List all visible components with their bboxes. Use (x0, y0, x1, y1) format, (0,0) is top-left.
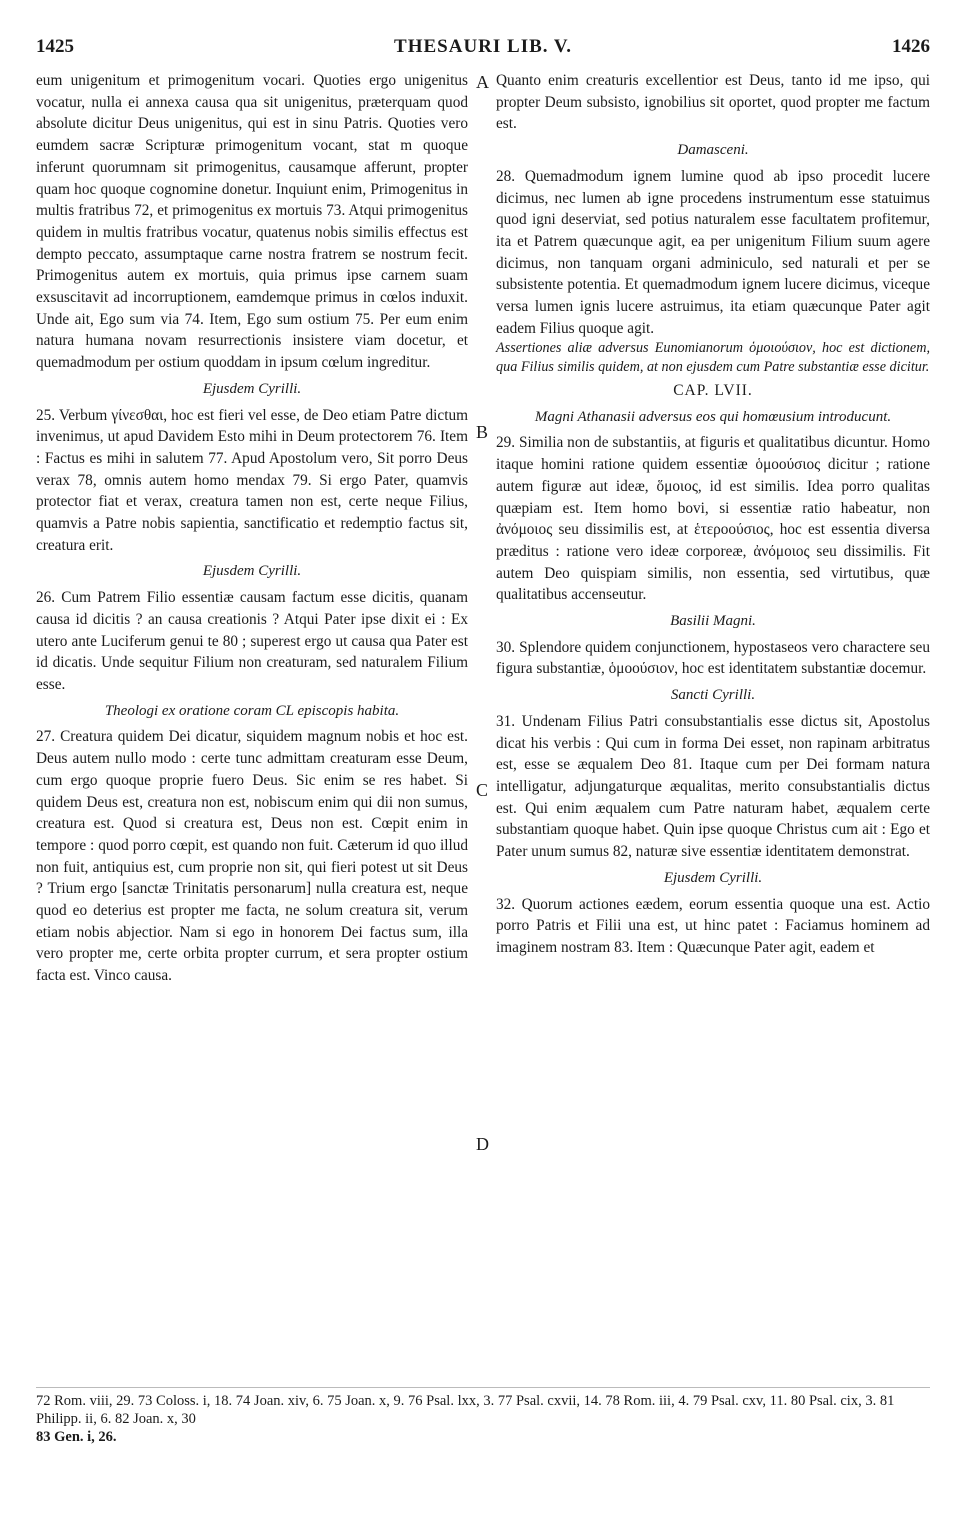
margin-letter-c: C (476, 780, 489, 800)
paragraph: 31. Undenam Filius Patri consubstantialis esse dictus sit, Apostolus dicat his verbis : Qui cum in forma Dei esset, non rapinam arbitratus est, esse se æqualem Deo 81. Itaque cum per Dei formam natura intelligatur, adjungaturque æqualitas, merito consubstantialis dictus est. Qui enim æqualem cum Patre naturam habet, æqualem certe substantiam quoque habet. Quin ipse quoque Christus cum ait : Ego et Pater unum sumus 82, naturæ sive essentiæ identitatem demonstrat. (496, 712, 930, 861)
assertion-heading: Assertiones aliæ adversus Eunomianorum ὁμοιούσιον, hoc est dictionem, qua Filius similis quidem, at non ejusdem cum Patre substantiæ esse dicitur. (496, 340, 930, 375)
right-column (496, 70, 930, 959)
section-heading: Basilii Magni. (670, 613, 756, 630)
running-title: THESAURI LIB. V. (394, 36, 572, 57)
paragraph: 26. Cum Patrem Filio essentiæ causam factum esse dicitis, quanam causa id dicitis ? an causa creationis ? Atqui Pater ipse dixit ei : Ex utero ante Luciferum genui te 80 ; superest ergo ut causa qua Pater est id dicatis. Unde sequitur Filium non creaturam, sed naturalem Filium esse. (36, 589, 468, 693)
paragraph: 29. Similia non de substantiis, at figuris et qualitatibus dicuntur. Homo itaque homini ratione quidem essentiæ ὁμοούσιος dicitur ; ratione autem figuræ aut ideæ, ὅμοιος, id est similis. Idea porro qualitas quæpiam est. Item homo bovi, si essentiæ ratio habeatur, non ἀνόμοιος seu dissimilis est, at ἑτεροούσιος, hoc est essentia diversa præditus : ratione vero ideæ corporeæ, ἀνόμοιος seu dissimilis. Fit autem Deo quispiam similis, non essentia, sed virtutibus, quæ qualitatibus accenseutur. (496, 434, 930, 604)
chapter-heading: CAP. LVII. (673, 382, 753, 400)
paragraph: Quanto enim creaturis excellentior est Deus, tanto id me ipso, qui propter Deum subsisto, ignobilius sit oportet, quod propter me factum est. (496, 72, 930, 133)
margin-letter-d: D (476, 1134, 489, 1154)
section-heading: Theologi ex oratione coram CL episcopis habita. (104, 702, 400, 719)
section-heading: Ejusdem Cyrilli. (202, 563, 302, 580)
footnote-line: 72 Rom. viii, 29. 73 Coloss. i, 18. 74 Joan. xiv, 6. 75 Joan. x, 9. 76 Psal. lxx, 3. 77 Psal. cxvii, 14. 78 Rom. iii, 4. 79 Psal. cxv, 11. 80 Psal. cix, 3. 81 Philipp. ii, 6. 82 Joan. x, 30 (36, 1393, 895, 1427)
section-heading: Damasceni. (677, 142, 749, 159)
footnote-line: 83 Gen. i, 26. (36, 1429, 117, 1445)
paragraph: 27. Creatura quidem Dei dicatur, siquidem magnum nobis et hoc est. Deus autem nullo modo : certe tunc admittam creaturam esse Deum, cum ergo quoque proprie fuero Deus. Sic enim se res habet. Si quidem Deus est, creatura non est, nobiscum enim qui dii non sumus, creatura est. Quod si creatura est, Deus non est. Cœpit enim in tempore : quod porro cœpit, est quando non fuit. Cæterum id quo illud non fuit, antiquius est, cum proprie non sit, qui fieri potest ut sit Deus ? Trium ergo [sanctæ Trinitatis personarum] nulla creatura est, neque quod eo deterius est propter me facta, ne solum creatura sit, verum etiam nobis abjectior. Nam si ego in honorem Dei factus sum, illa vero propter me, certe orbita propter currum, et sera propter ostium facta est. Vinco causa. (36, 728, 468, 985)
page-number-right: 1426 (892, 36, 930, 57)
footnotes (36, 1387, 930, 1446)
margin-letter-b: B (476, 422, 489, 442)
section-heading: Magni Athanasii adversus eos qui homœusium introducunt. (534, 408, 892, 425)
margin-letter-a: A (476, 72, 489, 92)
page-header (36, 36, 930, 62)
paragraph: eum unigenitum et primogenitum vocari. Quoties ergo unigenitus vocatur, nulla ei annexa causa qua sit unigenitus, præterquam quod absolute dicitur Deus unigenitus, qui est in sinu Patris. Quoties vero eumdem sacræ Scripturæ primogenitum vocant, stat m quoque inferunt quorumnam sit primogenitus, causamque afferunt, propter quam hoc quoque cognomine donetur. Inquiunt enim, Primogenitus in multis fratribus 72, et primogenitus ex mortuis 73. Atqui primogenitus quidem in multis fratribus vocatur, quatenus nobis similis effectus est dempto peccato, assumptaque carne nostra fratrem se nostrum fecit. Primogenitus autem ex mortuis, quia primus ipse carnem suam exsuscitavit ad incorruptionem, eamdemque primus in cœlos induxit. Unde ait, Ego sum via 74. Item, Ego sum ostium 75. Per eum enim natura humana novam resurrectionis insistere viam docetur, et quemadmodum per ostium quoddam in ipsum cœlum ingreditur. (36, 72, 468, 372)
paragraph: 30. Splendore quidem conjunctionem, hypostaseos vero charactere seu figura substantiæ, ὁμοούσιον, hoc est identitatem substantiæ docemur. (496, 638, 930, 678)
paragraph: 25. Verbum γίνεσθαι, hoc est fieri vel esse, de Deo etiam Patre dictum invenimus, ut apud Davidem Esto mihi in Deum protectorem 76. Item : Factus es mihi in salutem 77. Apud Apostolum vero, Sit porro Deus verax 78, omnis autem homo mendax 79. Si ergo Pater, quamvis protector fiat et verax, creatura tamen non est, certe neque Filius, quamvis a Patre nobis sapientia, sanctificatio et redemptio factus sit, creatura erit. (36, 406, 468, 554)
paragraph: 32. Quorum actiones eædem, eorum essentia quoque una est. Actio porro Patris et Filii una est, ut hinc patet : Faciamus hominem ad imaginem nostram 83. Item : Quæcunque Pater agit, eadem et (496, 895, 930, 956)
paragraph: 28. Quemadmodum ignem lumine quod ab ipso procedit lucere dicimus, nec lumen ab igne procedens instrumentum esse statuimus quod igni deserviat, sed potius naturalem esse facultatem profitemur, ita et Patrem quæcunque agit, ea per unigenitum Filium suum agere dicimus, non tanquam organi adminiculo, sed naturali et per se subsistente potentia. Et quemadmodum ignem lucere dicimus, viceque versa lumen ignis lucere astruimus, ita etiam quæcunque Pater agit eadem Filius quoque agit. (496, 167, 930, 337)
section-heading: Ejusdem Cyrilli. (663, 869, 763, 886)
section-heading: Sancti Cyrilli. (670, 687, 756, 704)
left-column (36, 70, 468, 987)
section-heading: Ejusdem Cyrilli. (202, 380, 302, 397)
page-number-left: 1425 (36, 36, 74, 57)
